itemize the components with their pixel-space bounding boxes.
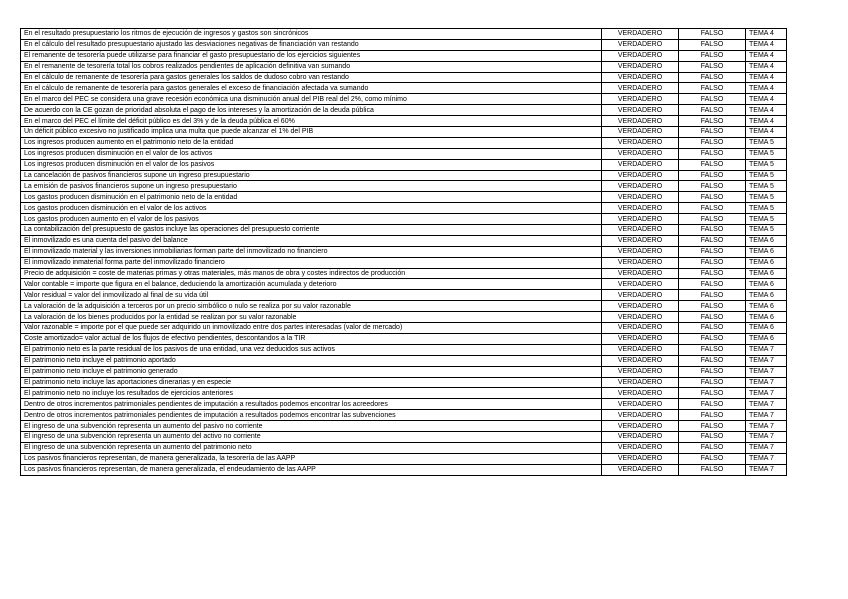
false-option-cell: FALSO — [679, 464, 746, 475]
false-option-cell: FALSO — [679, 290, 746, 301]
topic-cell: TEMA 7 — [746, 453, 787, 464]
false-option-cell: FALSO — [679, 148, 746, 159]
true-option-cell: VERDADERO — [602, 61, 679, 72]
table-row — [21, 442, 787, 453]
topic-cell: TEMA 4 — [746, 116, 787, 127]
true-option-cell: VERDADERO — [602, 464, 679, 475]
true-option-cell: VERDADERO — [602, 301, 679, 312]
table-row — [21, 323, 787, 334]
false-option-cell: FALSO — [679, 170, 746, 181]
table-row — [21, 148, 787, 159]
table-row — [21, 301, 787, 312]
table-row — [21, 453, 787, 464]
statement-cell: Coste amortizado= valor actual de los flujos de efectivo pendientes, descontandos a la TIR — [21, 333, 602, 344]
false-option-cell: FALSO — [679, 127, 746, 138]
false-option-cell: FALSO — [679, 257, 746, 268]
true-option-cell: VERDADERO — [602, 323, 679, 334]
table-row — [21, 203, 787, 214]
statement-cell: El ingreso de una subvención representa un aumento del patrimonio neto — [21, 442, 602, 453]
quiz-table-body — [21, 29, 787, 476]
statement-cell: El inmovilizado es una cuenta del pasivo del balance — [21, 235, 602, 246]
topic-cell: TEMA 5 — [746, 159, 787, 170]
false-option-cell: FALSO — [679, 203, 746, 214]
true-option-cell: VERDADERO — [602, 203, 679, 214]
statement-cell: En el marco del PEC el límite del déficit público es del 3% y de la deuda pública el 60% — [21, 116, 602, 127]
table-row — [21, 105, 787, 116]
topic-cell: TEMA 6 — [746, 333, 787, 344]
statement-cell: En el resultado presupuestario los ritmos de ejecución de ingresos y gastos son sincrónicos — [21, 29, 602, 40]
false-option-cell: FALSO — [679, 366, 746, 377]
statement-cell: El patrimonio neto es la parte residual de los pasivos de una entidad, una vez deducidos sus activos — [21, 344, 602, 355]
table-row — [21, 94, 787, 105]
false-option-cell: FALSO — [679, 279, 746, 290]
statement-cell: El inmovilizado material y las inversiones inmobiliarias forman parte del inmovilizado no financiero — [21, 246, 602, 257]
topic-cell: TEMA 6 — [746, 257, 787, 268]
statement-cell: La valoración de los bienes producidos por la entidad se realizan por su valor razonable — [21, 312, 602, 323]
table-row — [21, 355, 787, 366]
table-row — [21, 159, 787, 170]
false-option-cell: FALSO — [679, 312, 746, 323]
true-option-cell: VERDADERO — [602, 192, 679, 203]
false-option-cell: FALSO — [679, 246, 746, 257]
statement-cell: Los pasivos financieros representan, de manera generalizada, el endeudamiento de las AAPP — [21, 464, 602, 475]
table-row — [21, 410, 787, 421]
statement-cell: Los pasivos financieros representan, de manera generalizada, la tesorería de las AAPP — [21, 453, 602, 464]
table-row — [21, 399, 787, 410]
topic-cell: TEMA 6 — [746, 290, 787, 301]
false-option-cell: FALSO — [679, 181, 746, 192]
false-option-cell: FALSO — [679, 323, 746, 334]
table-row — [21, 268, 787, 279]
table-row — [21, 61, 787, 72]
false-option-cell: FALSO — [679, 72, 746, 83]
table-row — [21, 39, 787, 50]
table-row — [21, 127, 787, 138]
topic-cell: TEMA 7 — [746, 399, 787, 410]
false-option-cell: FALSO — [679, 355, 746, 366]
true-option-cell: VERDADERO — [602, 137, 679, 148]
topic-cell: TEMA 7 — [746, 464, 787, 475]
topic-cell: TEMA 6 — [746, 246, 787, 257]
true-option-cell: VERDADERO — [602, 105, 679, 116]
statement-cell: El inmovilizado inmaterial forma parte del inmovilizado financiero — [21, 257, 602, 268]
table-row — [21, 257, 787, 268]
topic-cell: TEMA 7 — [746, 421, 787, 432]
false-option-cell: FALSO — [679, 50, 746, 61]
statement-cell: En el cálculo de remanente de tesorería para gastos generales el exceso de financiación afectada va sumando — [21, 83, 602, 94]
statement-cell: En el cálculo del resultado presupuestario ajustado las desviaciones negativas de financiación van restando — [21, 39, 602, 50]
true-option-cell: VERDADERO — [602, 431, 679, 442]
table-row — [21, 29, 787, 40]
true-option-cell: VERDADERO — [602, 268, 679, 279]
topic-cell: TEMA 7 — [746, 366, 787, 377]
statement-cell: Los ingresos producen disminución en el valor de los activos — [21, 148, 602, 159]
topic-cell: TEMA 7 — [746, 388, 787, 399]
statement-cell: Dentro de otros incrementos patrimoniales pendientes de imputación a resultados podemos encontrar los acreedores — [21, 399, 602, 410]
false-option-cell: FALSO — [679, 94, 746, 105]
statement-cell: En el remanente de tesorería total los cobros realizados pendientes de aplicación definitiva van sumando — [21, 61, 602, 72]
true-option-cell: VERDADERO — [602, 453, 679, 464]
table-row — [21, 431, 787, 442]
false-option-cell: FALSO — [679, 159, 746, 170]
false-option-cell: FALSO — [679, 333, 746, 344]
topic-cell: TEMA 4 — [746, 83, 787, 94]
false-option-cell: FALSO — [679, 39, 746, 50]
true-option-cell: VERDADERO — [602, 225, 679, 236]
statement-cell: Precio de adquisición = coste de materias primas y otras materiales, más manos de obra y costes indirectos de producción — [21, 268, 602, 279]
false-option-cell: FALSO — [679, 214, 746, 225]
statement-cell: La cancelación de pasivos financieros supone un ingreso presupuestario — [21, 170, 602, 181]
table-row — [21, 344, 787, 355]
topic-cell: TEMA 4 — [746, 72, 787, 83]
statement-cell: Los gastos producen aumento en el valor de los pasivos — [21, 214, 602, 225]
false-option-cell: FALSO — [679, 344, 746, 355]
false-option-cell: FALSO — [679, 301, 746, 312]
topic-cell: TEMA 4 — [746, 61, 787, 72]
statement-cell: El patrimonio neto incluye las aportaciones dinerarias y en especie — [21, 377, 602, 388]
topic-cell: TEMA 4 — [746, 39, 787, 50]
true-option-cell: VERDADERO — [602, 235, 679, 246]
quiz-table — [20, 28, 787, 476]
statement-cell: El ingreso de una subvención representa un aumento del activo no corriente — [21, 431, 602, 442]
statement-cell: Los gastos producen disminución en el valor de los activos — [21, 203, 602, 214]
topic-cell: TEMA 7 — [746, 344, 787, 355]
table-row — [21, 72, 787, 83]
false-option-cell: FALSO — [679, 235, 746, 246]
table-row — [21, 333, 787, 344]
false-option-cell: FALSO — [679, 225, 746, 236]
table-row — [21, 181, 787, 192]
topic-cell: TEMA 4 — [746, 50, 787, 61]
topic-cell: TEMA 5 — [746, 148, 787, 159]
topic-cell: TEMA 6 — [746, 301, 787, 312]
true-option-cell: VERDADERO — [602, 159, 679, 170]
topic-cell: TEMA 5 — [746, 137, 787, 148]
true-option-cell: VERDADERO — [602, 344, 679, 355]
table-row — [21, 225, 787, 236]
false-option-cell: FALSO — [679, 61, 746, 72]
topic-cell: TEMA 5 — [746, 170, 787, 181]
table-row — [21, 377, 787, 388]
table-row — [21, 170, 787, 181]
true-option-cell: VERDADERO — [602, 399, 679, 410]
statement-cell: La valoración de la adquisición a terceros por un precio simbólico o nulo se realiza por su valor razonable — [21, 301, 602, 312]
table-row — [21, 366, 787, 377]
topic-cell: TEMA 6 — [746, 323, 787, 334]
false-option-cell: FALSO — [679, 421, 746, 432]
table-row — [21, 116, 787, 127]
topic-cell: TEMA 4 — [746, 94, 787, 105]
table-row — [21, 192, 787, 203]
false-option-cell: FALSO — [679, 442, 746, 453]
true-option-cell: VERDADERO — [602, 257, 679, 268]
false-option-cell: FALSO — [679, 399, 746, 410]
table-row — [21, 246, 787, 257]
false-option-cell: FALSO — [679, 192, 746, 203]
table-row — [21, 421, 787, 432]
statement-cell: La contabilización del presupuesto de gastos incluye las operaciones del presupuesto corriente — [21, 225, 602, 236]
topic-cell: TEMA 5 — [746, 181, 787, 192]
false-option-cell: FALSO — [679, 137, 746, 148]
true-option-cell: VERDADERO — [602, 388, 679, 399]
statement-cell: El remanente de tesorería puede utilizarse para financiar el gasto presupuestario de los ejercicios siguientes — [21, 50, 602, 61]
topic-cell: TEMA 4 — [746, 127, 787, 138]
true-option-cell: VERDADERO — [602, 29, 679, 40]
false-option-cell: FALSO — [679, 453, 746, 464]
true-option-cell: VERDADERO — [602, 355, 679, 366]
topic-cell: TEMA 6 — [746, 312, 787, 323]
statement-cell: La emisión de pasivos financieros supone un ingreso presupuestario — [21, 181, 602, 192]
statement-cell: El ingreso de una subvención representa un aumento del pasivo no corriente — [21, 421, 602, 432]
topic-cell: TEMA 7 — [746, 410, 787, 421]
false-option-cell: FALSO — [679, 410, 746, 421]
true-option-cell: VERDADERO — [602, 333, 679, 344]
true-option-cell: VERDADERO — [602, 312, 679, 323]
true-option-cell: VERDADERO — [602, 170, 679, 181]
true-option-cell: VERDADERO — [602, 442, 679, 453]
true-option-cell: VERDADERO — [602, 50, 679, 61]
table-row — [21, 83, 787, 94]
statement-cell: El patrimonio neto no incluye los resultados de ejercicios anteriores — [21, 388, 602, 399]
table-row — [21, 464, 787, 475]
statement-cell: De acuerdo con la CE gozan de prioridad absoluta el pago de los intereses y la amortización de la deuda pública — [21, 105, 602, 116]
topic-cell: TEMA 7 — [746, 355, 787, 366]
false-option-cell: FALSO — [679, 29, 746, 40]
topic-cell: TEMA 5 — [746, 192, 787, 203]
table-row — [21, 50, 787, 61]
true-option-cell: VERDADERO — [602, 290, 679, 301]
statement-cell: Valor residual = valor del inmovilizado al final de su vida útil — [21, 290, 602, 301]
true-option-cell: VERDADERO — [602, 410, 679, 421]
statement-cell: Los ingresos producen disminución en el valor de los pasivos — [21, 159, 602, 170]
false-option-cell: FALSO — [679, 116, 746, 127]
table-row — [21, 279, 787, 290]
statement-cell: El patrimonio neto incluye el patrimonio generado — [21, 366, 602, 377]
false-option-cell: FALSO — [679, 105, 746, 116]
false-option-cell: FALSO — [679, 83, 746, 94]
true-option-cell: VERDADERO — [602, 116, 679, 127]
true-option-cell: VERDADERO — [602, 39, 679, 50]
statement-cell: En el marco del PEC se considera una grave recesión económica una disminución anual del PIB real del 2%, como mínimo — [21, 94, 602, 105]
true-option-cell: VERDADERO — [602, 181, 679, 192]
table-row — [21, 312, 787, 323]
statement-cell: En el cálculo de remanente de tesorería para gastos generales los saldos de dudoso cobro van restando — [21, 72, 602, 83]
topic-cell: TEMA 7 — [746, 431, 787, 442]
topic-cell: TEMA 5 — [746, 214, 787, 225]
true-option-cell: VERDADERO — [602, 366, 679, 377]
statement-cell: Los ingresos producen aumento en el patrimonio neto de la entidad — [21, 137, 602, 148]
topic-cell: TEMA 7 — [746, 442, 787, 453]
topic-cell: TEMA 6 — [746, 279, 787, 290]
topic-cell: TEMA 5 — [746, 225, 787, 236]
true-option-cell: VERDADERO — [602, 377, 679, 388]
false-option-cell: FALSO — [679, 268, 746, 279]
table-row — [21, 388, 787, 399]
statement-cell: Valor contable = importe que figura en el balance, deduciendo la amortización acumulada y deterioro — [21, 279, 602, 290]
statement-cell: El patrimonio neto incluye el patrimonio aportado — [21, 355, 602, 366]
topic-cell: TEMA 5 — [746, 203, 787, 214]
true-option-cell: VERDADERO — [602, 279, 679, 290]
true-option-cell: VERDADERO — [602, 421, 679, 432]
false-option-cell: FALSO — [679, 388, 746, 399]
topic-cell: TEMA 6 — [746, 268, 787, 279]
table-row — [21, 235, 787, 246]
table-row — [21, 290, 787, 301]
true-option-cell: VERDADERO — [602, 246, 679, 257]
true-option-cell: VERDADERO — [602, 72, 679, 83]
table-row — [21, 137, 787, 148]
true-option-cell: VERDADERO — [602, 127, 679, 138]
true-option-cell: VERDADERO — [602, 94, 679, 105]
true-option-cell: VERDADERO — [602, 83, 679, 94]
topic-cell: TEMA 4 — [746, 105, 787, 116]
statement-cell: Los gastos producen disminución en el patrimonio neto de la entidad — [21, 192, 602, 203]
topic-cell: TEMA 6 — [746, 235, 787, 246]
true-option-cell: VERDADERO — [602, 214, 679, 225]
statement-cell: Valor razonable = importe por el que puede ser adquirido un inmovilizado entre dos partes interesadas (valor de mercado) — [21, 323, 602, 334]
false-option-cell: FALSO — [679, 377, 746, 388]
table-row — [21, 214, 787, 225]
statement-cell: Un déficit público excesivo no justificado implica una multa que puede alcanzar el 1% del PIB — [21, 127, 602, 138]
topic-cell: TEMA 4 — [746, 29, 787, 40]
true-option-cell: VERDADERO — [602, 148, 679, 159]
topic-cell: TEMA 7 — [746, 377, 787, 388]
false-option-cell: FALSO — [679, 431, 746, 442]
statement-cell: Dentro de otros incrementos patrimoniales pendientes de imputación a resultados podemos encontrar las subvenciones — [21, 410, 602, 421]
